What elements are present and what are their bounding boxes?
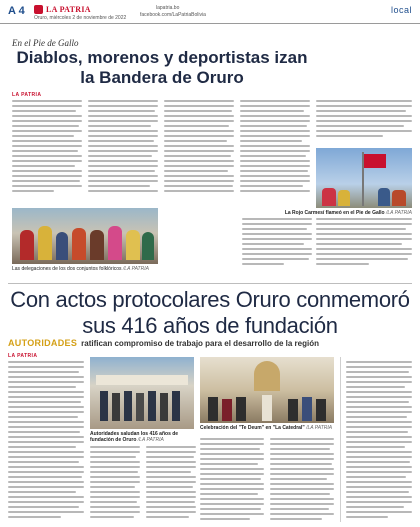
section-name: local xyxy=(390,5,412,15)
story2-kicker xyxy=(8,337,412,349)
story1-column-4 xyxy=(240,100,310,195)
story1-column-4b xyxy=(242,218,312,268)
story2-kicker-label: AUTORIDADES xyxy=(8,338,78,348)
story2-column-3 xyxy=(146,446,196,521)
story1-column-1 xyxy=(12,100,82,195)
story2-byline: LA PATRIA xyxy=(8,353,38,359)
dateline: Oruro, miércoles 2 de noviembre de 2022 xyxy=(34,15,127,21)
story2-column-6 xyxy=(346,361,412,521)
logo-text: LA PATRIA xyxy=(46,4,91,14)
story2-column-5 xyxy=(270,438,334,523)
story1-photo-flag-raising xyxy=(316,148,412,208)
newspaper-logo xyxy=(34,4,98,14)
story2-headline: Con actos protocolares Oruro conmemoró sus 416 años de fundación xyxy=(10,287,410,338)
logo-mark-icon xyxy=(34,5,43,14)
section-divider xyxy=(8,283,412,284)
story1-headline: Diablos, morenos y deportistas izan la Bandera de Oruro xyxy=(16,48,308,87)
story1-column-5 xyxy=(316,100,412,140)
social-handle: facebook.com/LaPatriaBolivia xyxy=(140,12,206,18)
story2-photo-authorities xyxy=(90,357,194,429)
story2-photo2-caption: Celebración del "Te Deum" en "La Catedral" /LA PATRIA xyxy=(200,425,333,431)
story1-photo2-caption: La Rojo Carmesí flameó en el Pie de Gallo /LA PATRIA xyxy=(284,210,412,216)
story2-column-1 xyxy=(8,361,84,521)
story2-kicker-subtitle: ratifican compromiso de trabajo para el desarrollo de la región xyxy=(81,338,319,348)
web-url: lapatria.bo xyxy=(156,5,180,11)
story1-photo-folklore-groups xyxy=(12,208,158,264)
story2-photo1-caption: Autoridades saludan los 416 años de fundación de Oruro /LA PATRIA xyxy=(90,431,179,443)
story2-photo-te-deum xyxy=(200,357,334,423)
story1-kicker: En el Pie de Gallo xyxy=(12,38,79,48)
story1-photo1-caption: Las delegaciones de los dos conjuntos folklóricos /LA PATRIA xyxy=(12,266,149,272)
page-number: A 4 xyxy=(8,5,25,17)
story1-column-3 xyxy=(164,100,234,195)
story1-byline: LA PATRIA xyxy=(12,92,42,98)
story2-column-4 xyxy=(200,438,264,523)
column-rule xyxy=(340,357,341,522)
story1-column-2 xyxy=(88,100,158,195)
page-header xyxy=(0,0,420,24)
story2-column-2 xyxy=(90,446,140,521)
story1-column-5b xyxy=(316,218,412,268)
